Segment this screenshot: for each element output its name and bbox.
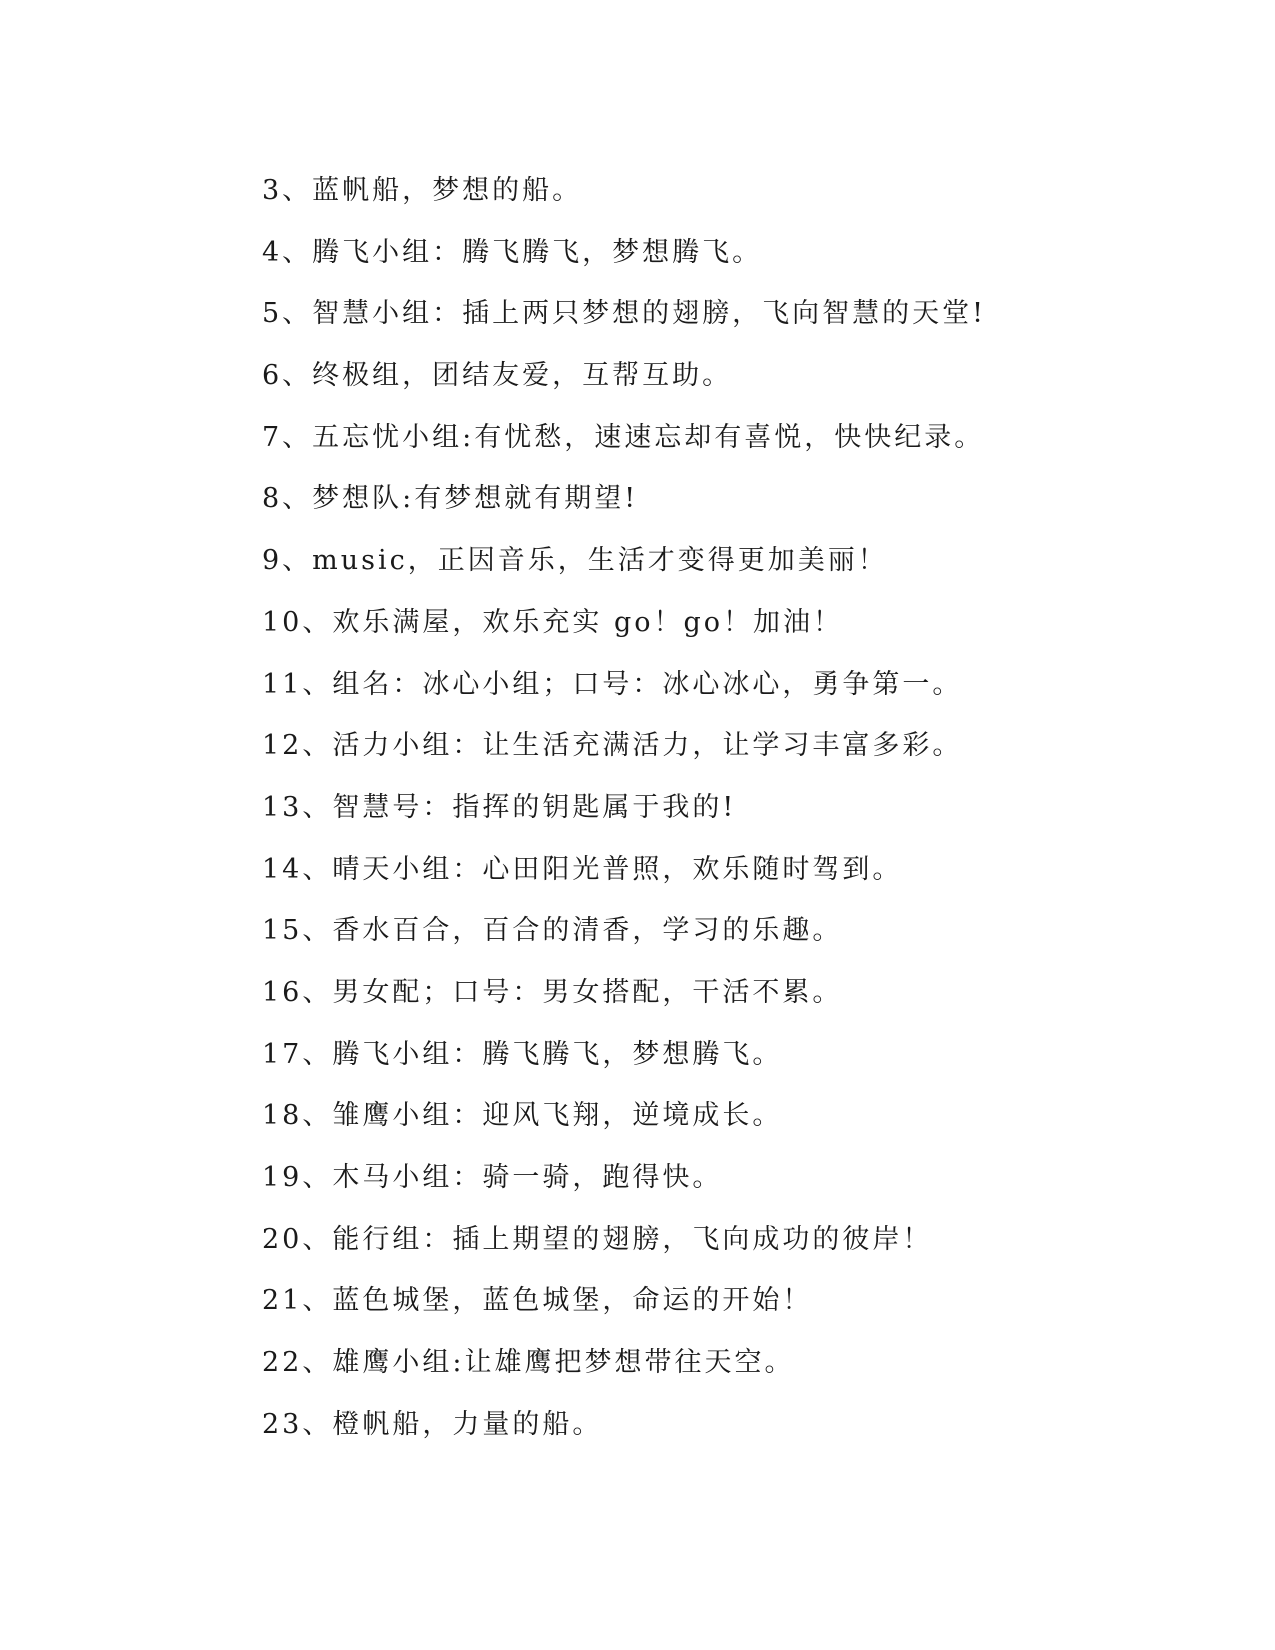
list-item: 11、组名：冰心小组；口号：冰心冰心，勇争第一。 xyxy=(262,668,963,700)
list-item: 17、腾飞小组：腾飞腾飞，梦想腾飞。 xyxy=(262,1038,783,1070)
list-item: 8、梦想队:有梦想就有期望! xyxy=(262,483,639,515)
list-item: 3、蓝帆船，梦想的船。 xyxy=(262,175,583,206)
list-item: 16、男女配；口号：男女搭配，干活不累。 xyxy=(262,976,843,1008)
list-item: 20、能行组：插上期望的翅膀，飞向成功的彼岸！ xyxy=(262,1223,933,1255)
list-item: 7、五忘忧小组:有忧愁，速速忘却有喜悦，快快纪录。 xyxy=(262,421,985,453)
list-item: 13、智慧号：指挥的钥匙属于我的! xyxy=(262,791,737,823)
list-item: 21、蓝色城堡，蓝色城堡，命运的开始！ xyxy=(262,1285,813,1317)
list-item: 4、腾飞小组：腾飞腾飞，梦想腾飞。 xyxy=(262,236,763,268)
list-item: 19、木马小组：骑一骑，跑得快。 xyxy=(262,1162,723,1193)
list-item: 9、music，正因音乐，生活才变得更加美丽！ xyxy=(262,545,888,577)
list-item: 14、晴天小组：心田阳光普照，欢乐随时驾到。 xyxy=(262,853,903,885)
list-item: 5、智慧小组：插上两只梦想的翅膀，飞向智慧的天堂! xyxy=(262,298,987,330)
list-item: 22、雄鹰小组:让雄鹰把梦想带往天空。 xyxy=(262,1347,795,1379)
list-item: 18、雏鹰小组：迎风飞翔，逆境成长。 xyxy=(262,1100,783,1132)
list-item: 12、活力小组：让生活充满活力，让学习丰富多彩。 xyxy=(262,730,963,762)
list-item: 6、终极组，团结友爱，互帮互助。 xyxy=(262,360,733,392)
list-item: 23、橙帆船，力量的船。 xyxy=(262,1408,603,1440)
slogan-list xyxy=(262,168,1162,1463)
list-item: 15、香水百合，百合的清香，学习的乐趣。 xyxy=(262,915,843,947)
list-item: 10、欢乐满屋，欢乐充实 go！go！加油！ xyxy=(262,606,844,638)
